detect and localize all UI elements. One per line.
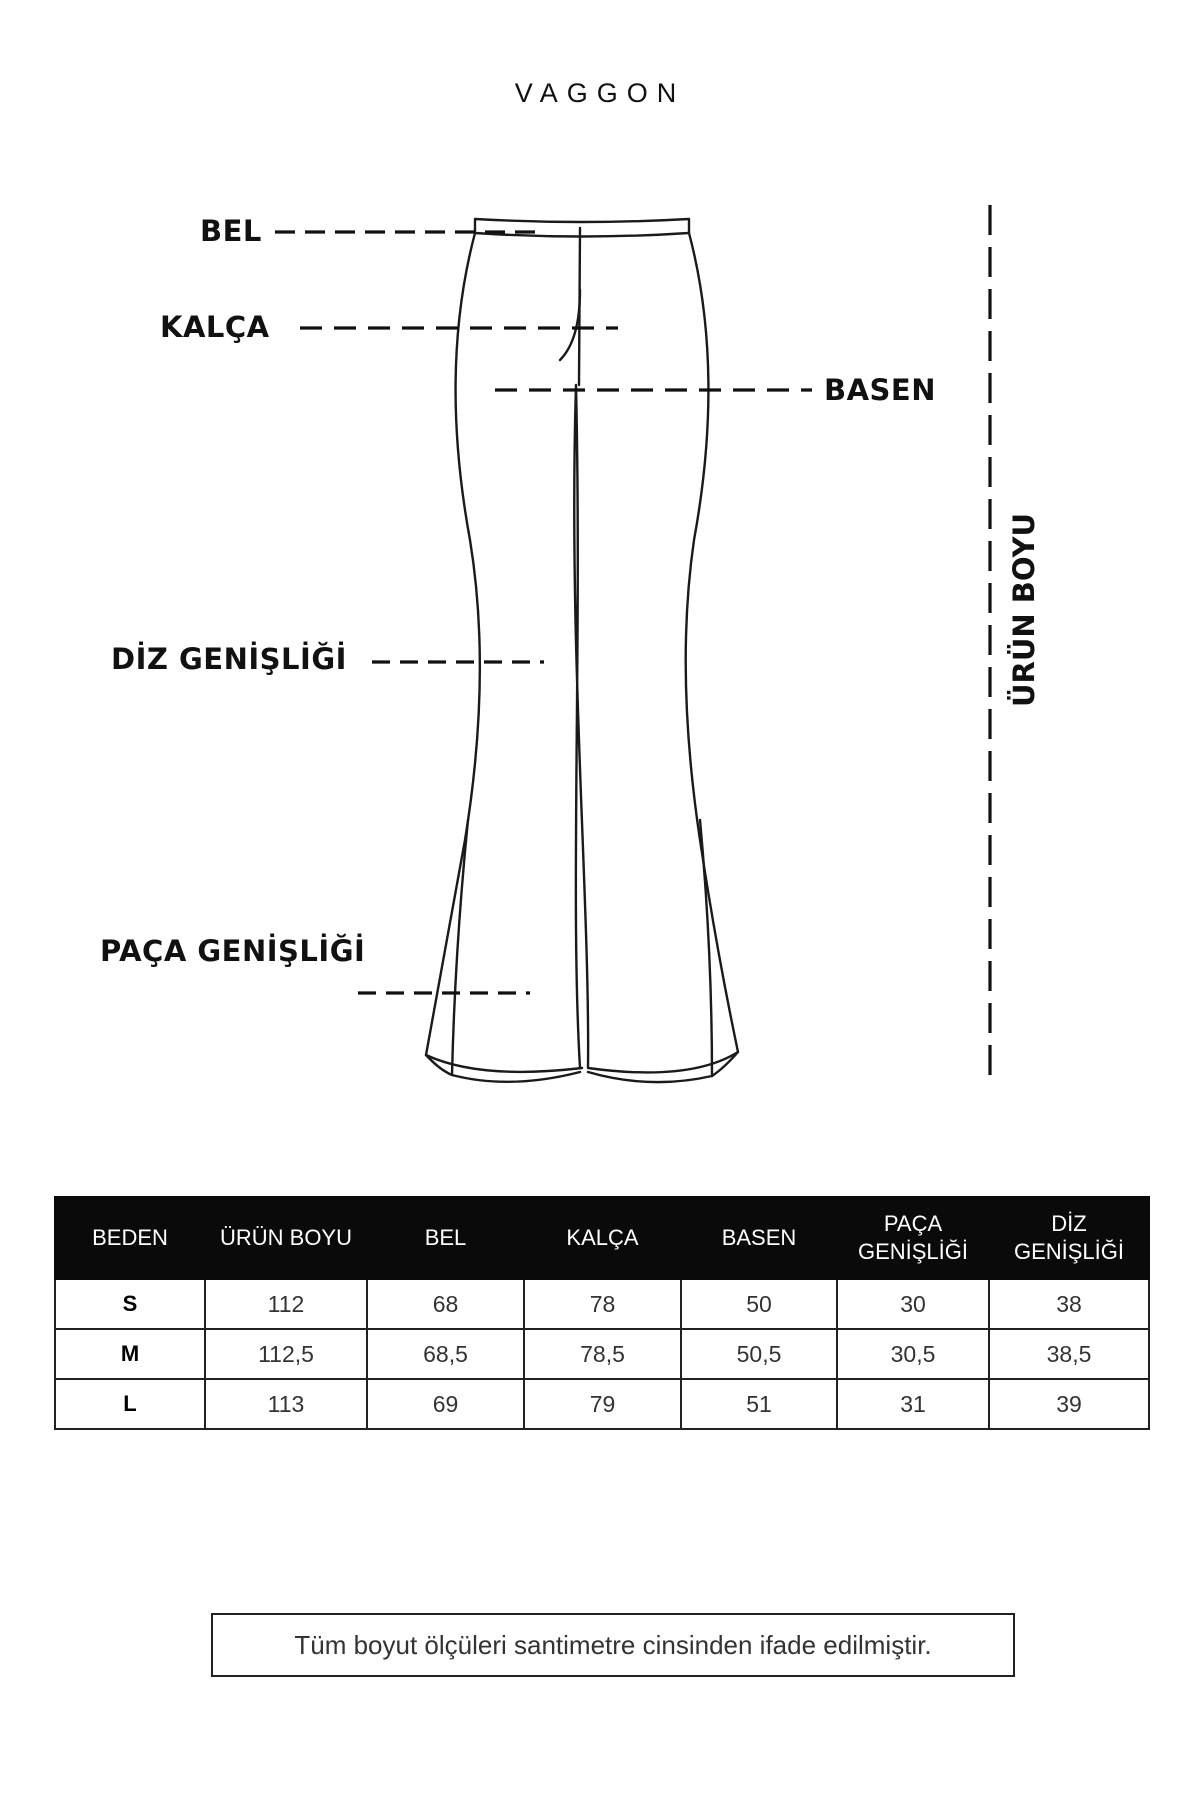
header-paca-genisligi: PAÇA GENİŞLİĞİ	[837, 1197, 989, 1279]
table-row	[55, 1329, 1149, 1379]
cell-urun-boyu: 112,5	[205, 1329, 367, 1379]
table-row	[55, 1279, 1149, 1329]
cell-basen: 50,5	[681, 1329, 837, 1379]
header-kalca: KALÇA	[524, 1197, 681, 1279]
cell-size: M	[55, 1329, 205, 1379]
cell-bel: 69	[367, 1379, 524, 1429]
cell-diz: 38	[989, 1279, 1149, 1329]
label-paca-genisligi: PAÇA GENİŞLİĞİ	[100, 934, 366, 968]
cell-urun-boyu: 113	[205, 1379, 367, 1429]
cell-paca: 30	[837, 1279, 989, 1329]
cell-size: L	[55, 1379, 205, 1429]
cell-diz: 39	[989, 1379, 1149, 1429]
cell-basen: 50	[681, 1279, 837, 1329]
cell-bel: 68,5	[367, 1329, 524, 1379]
size-table	[54, 1196, 1150, 1430]
header-basen: BASEN	[681, 1197, 837, 1279]
header-bel: BEL	[367, 1197, 524, 1279]
cell-urun-boyu: 112	[205, 1279, 367, 1329]
cell-kalca: 78	[524, 1279, 681, 1329]
cell-diz: 38,5	[989, 1329, 1149, 1379]
label-diz-genisligi: DİZ GENİŞLİĞİ	[111, 642, 347, 676]
cell-paca: 31	[837, 1379, 989, 1429]
label-bel: BEL	[200, 214, 262, 248]
label-basen: BASEN	[824, 373, 937, 407]
header-urun-boyu: ÜRÜN BOYU	[205, 1197, 367, 1279]
size-table-header-row	[55, 1197, 1149, 1279]
header-beden: BEDEN	[55, 1197, 205, 1279]
brand-logo: VAGGON	[514, 78, 686, 108]
label-kalca: KALÇA	[160, 310, 270, 344]
cell-size: S	[55, 1279, 205, 1329]
pants-waistband	[475, 219, 689, 237]
cell-kalca: 78,5	[524, 1329, 681, 1379]
table-row	[55, 1379, 1149, 1429]
units-note: Tüm boyut ölçüleri santimetre cinsinden ifade edilmiştir.	[211, 1613, 1015, 1677]
label-urun-boyu: ÜRÜN BOYU	[1007, 512, 1041, 708]
header-diz-genisligi: DİZ GENİŞLİĞİ	[989, 1197, 1149, 1279]
pants-outline	[426, 233, 738, 1072]
cell-basen: 51	[681, 1379, 837, 1429]
cell-bel: 68	[367, 1279, 524, 1329]
cell-kalca: 79	[524, 1379, 681, 1429]
cell-paca: 30,5	[837, 1329, 989, 1379]
